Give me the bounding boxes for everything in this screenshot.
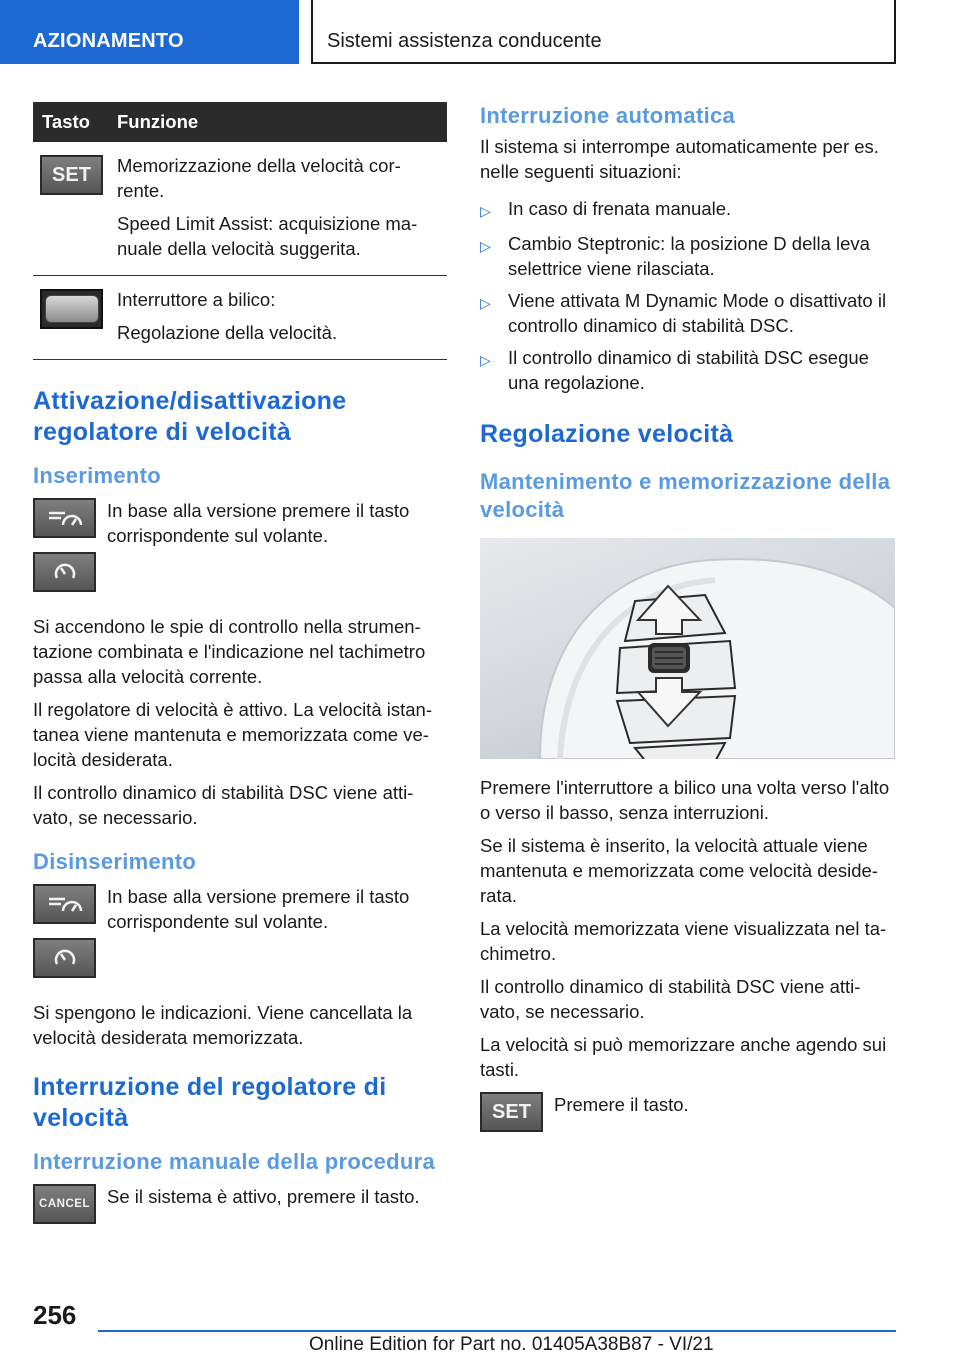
table-header-function: Funzione <box>117 102 447 142</box>
regulation-paragraph: Il controllo dinamico di stabilità DSC viene atti-vato, se necessario. <box>480 976 861 1022</box>
chapter-title: AZIONAMENTO <box>33 30 184 52</box>
speed-limiter-icon <box>33 938 96 978</box>
section-heading-activation: Attivazione/disattivazione regolatore di velocità <box>33 387 347 446</box>
set-key-icon: SET <box>40 155 103 195</box>
on-paragraph: Il controllo dinamico di stabilità DSC viene atti-vato, se necessario. <box>33 782 414 828</box>
list-item: ▷ Cambio Steptronic: la posizione D della leva selettrice viene rilasciata. <box>480 233 870 279</box>
regulation-paragraph: La velocità si può memorizzare anche agendo sui tasti. <box>480 1034 887 1080</box>
on-paragraph: Il regolatore di velocità è attivo. La velocità istan-tanea viene mantenuta e memorizzata come ve-locità desiderata. <box>33 699 432 770</box>
triangle-bullet-icon: ▷ <box>480 203 491 219</box>
table-cell-text: Memorizzazione della velocità cor-rente. <box>117 155 401 201</box>
triangle-bullet-icon: ▷ <box>480 238 491 254</box>
section-title: Sistemi assistenza conducente <box>327 30 602 52</box>
section-tab <box>311 0 896 64</box>
table-row <box>33 142 447 276</box>
regulation-paragraph: Premere l'interruttore a bilico una volta verso l'alto o verso il basso, senza interruzioni. <box>480 777 890 823</box>
on-paragraph: Si accendono le spie di controllo nella strumen-tazione combinata e l'indicazione nel tachimetro passa alla velocità corrente. <box>33 616 426 687</box>
subheading-on: Inserimento <box>33 463 161 488</box>
table-cell-text: Interruttore a bilico: <box>117 289 276 310</box>
off-paragraph: Si spengono le indicazioni. Viene cancellata la velocità desiderata memorizzata. <box>33 1002 413 1048</box>
steering-wheel-photo <box>480 538 895 759</box>
footer-divider <box>98 1330 896 1332</box>
table-header-key: Tasto <box>33 102 117 142</box>
chapter-tab[interactable] <box>0 0 299 64</box>
footer-edition: Online Edition for Part no. 01405A38B87 - VI/21 <box>309 1334 714 1355</box>
on-key-text: In base alla versione premere il tasto corrispondente sul volante. <box>107 500 410 546</box>
list-item: ▷ In caso di frenata manuale. <box>480 196 896 224</box>
page-number: 256 <box>33 1300 77 1330</box>
speed-limiter-icon <box>33 552 96 592</box>
off-key-row <box>33 884 447 992</box>
cruise-control-icon <box>33 884 96 924</box>
key-function-table <box>33 102 447 360</box>
left-column <box>33 102 447 1232</box>
triangle-bullet-icon: ▷ <box>480 352 491 368</box>
on-key-row <box>33 498 447 606</box>
rocker-switch-icon <box>40 289 103 329</box>
set-key-icon: SET <box>480 1092 543 1132</box>
regulation-paragraph: Se il sistema è inserito, la velocità attuale viene mantenuta e memorizzata come velocità deside-rata. <box>480 835 878 906</box>
set-key-row <box>480 1092 896 1132</box>
subheading-manual: Interruzione manuale della procedura <box>33 1149 436 1174</box>
set-key-text: Premere il tasto. <box>554 1094 689 1115</box>
right-column <box>480 102 896 1140</box>
triangle-bullet-icon: ▷ <box>480 295 491 311</box>
subheading-memorize: Mantenimento e memorizzazione della velocità <box>480 469 891 522</box>
off-key-text: In base alla versione premere il tasto corrispondente sul volante. <box>107 886 410 932</box>
section-heading-regulation: Regolazione velocità <box>480 420 734 448</box>
auto-intro: Il sistema si interrompe automaticamente per es. nelle seguenti situazioni: <box>480 136 879 182</box>
section-heading-interrupt: Interruzione del regolatore di velocità <box>33 1073 387 1132</box>
list-item: ▷ Il controllo dinamico di stabilità DSC esegue una regolazione. <box>480 347 869 393</box>
table-row <box>33 276 447 360</box>
cancel-key-icon: CANCEL <box>33 1184 96 1224</box>
table-cell-text: Regolazione della velocità. <box>117 322 338 343</box>
cruise-control-icon <box>33 498 96 538</box>
subheading-auto: Interruzione automatica <box>480 103 736 128</box>
cancel-key-row <box>33 1184 447 1224</box>
regulation-paragraph: La velocità memorizzata viene visualizzata nel ta-chimetro. <box>480 918 887 964</box>
auto-list <box>480 196 896 395</box>
table-cell-text: Speed Limit Assist: acquisizione ma-nuale della velocità suggerita. <box>117 213 418 259</box>
cancel-key-text: Se il sistema è attivo, premere il tasto. <box>107 1186 420 1207</box>
list-item: ▷ Viene attivata M Dynamic Mode o disattivato il controllo dinamico di stabilità DSC. <box>480 290 887 336</box>
subheading-off: Disinserimento <box>33 849 197 874</box>
